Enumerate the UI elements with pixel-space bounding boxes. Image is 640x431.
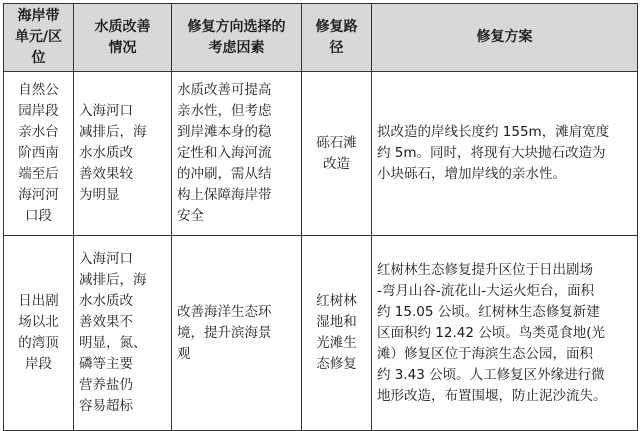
zone-cell: 自然公 园岸段 亲水台 阶西南 端至后 海河河 口段 <box>4 72 74 236</box>
header-plan: 修复方案 <box>372 4 638 72</box>
plan-cell: 红树林生态修复提升区位于日出剧场 -弯月山谷-流花山-大运火炬台，面积 约 15.05 公顷。红树林生态修复新建 区面积约 12.42 公顷。鸟类觅食地(光 滩）修复区位于海滨生态公园，面积 约 3.43 公顷。人工修复区外缘进行微 地形改造，布置围堰，防止泥沙流失。 <box>372 236 638 431</box>
factors-cell: 水质改善可提高 亲水性，但考虑 到岸滩本身的稳 定性和入海河流 的冲刷，需从结 构上保障海岸带 安全 <box>172 72 302 236</box>
factors-cell: 改善海洋生态环 境，提升滨海景 观 <box>172 236 302 431</box>
header-factors: 修复方向选择的 考虑因素 <box>172 4 302 72</box>
header-path: 修复路 径 <box>302 4 372 72</box>
path-cell: 红树林 湿地和 光滩生 态修复 <box>302 236 372 431</box>
water-quality-cell: 入海河口 减排后，海 水水质改 善效果不 明显，氮、 磷等主要 营养盐仍 容易超标 <box>74 236 172 431</box>
table-row <box>4 236 638 431</box>
table-row <box>4 72 638 236</box>
header-row <box>4 4 638 72</box>
zone-cell: 日出剧 场以北 的湾顶 岸段 <box>4 236 74 431</box>
header-zone: 海岸带 单元/区 位 <box>4 4 74 72</box>
water-quality-cell: 入海河口 减排后，海 水水质改 善效果较 为明显 <box>74 72 172 236</box>
plan-cell: 拟改造的岸线长度约 155m，滩肩宽度 约 5m。同时，将现有大块抛石改造为 小块砾石，增加岸线的亲水性。 <box>372 72 638 236</box>
path-cell: 砾石滩 改造 <box>302 72 372 236</box>
restoration-table <box>3 3 638 431</box>
header-water-quality: 水质改善 情况 <box>74 4 172 72</box>
